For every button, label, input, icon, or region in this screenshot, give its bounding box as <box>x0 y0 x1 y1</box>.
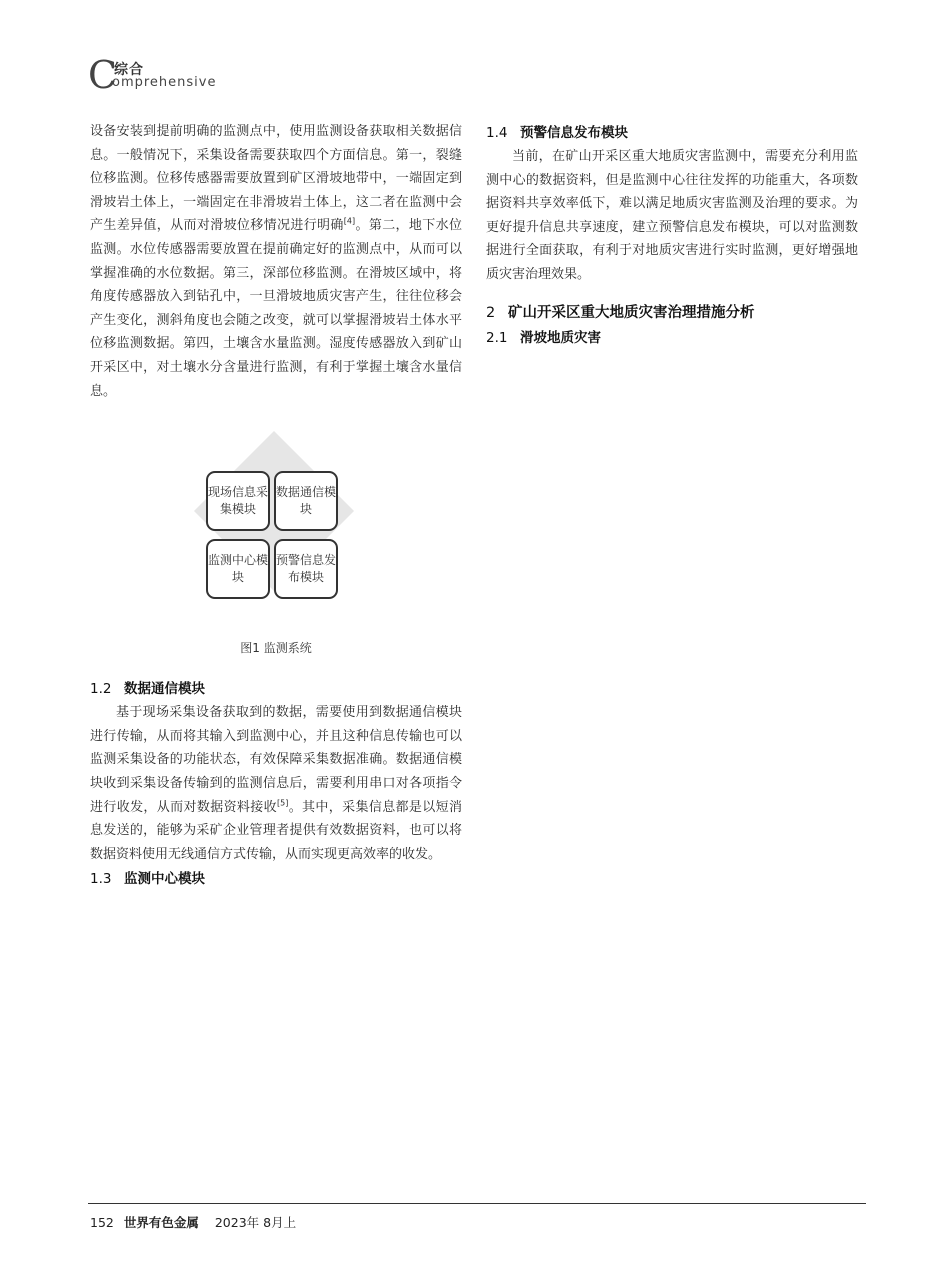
header-logo-letter: C <box>88 53 118 97</box>
section-heading-1-2: 1.2 数据通信模块 <box>90 681 205 698</box>
header-category-en: omprehensive <box>112 75 217 90</box>
section-heading-1-4: 1.4 预警信息发布模块 <box>486 125 628 141</box>
citation: [5] <box>277 798 289 808</box>
citation: [4] <box>343 217 356 227</box>
paragraph-warning-release: 当前，在矿山开采区重大地质灾害监测中，需要充分利用监测中心的数据资料，但是监测中心往往发挥的功能重大，各项数据资料共享效率低下，难以满足地质灾害监测及治理的要求。为更好提升信息共享速度，建立预警信息发布模块，可以对监测数据进行全面获取，有利于对地质灾害进行实时监测，更好增强地质灾害治理效果。 <box>486 149 858 282</box>
header-category-cn: 综合 <box>114 62 144 78</box>
issue-date: 2023年 8月上 <box>214 1215 297 1230</box>
paragraph-monitoring-devices: 设备安装到提前明确的监测点中，使用监测设备获取相关数据信息。一般情况下，采集设备需要获取四个方面信息。第一，裂缝位移监测。位移传感器需要放置到矿区滑坡地带中，一端固定到滑坡岩土体上，一端固定在非滑坡岩土体上，这二者在监测中会产生差异值，从而对滑坡位移情况进行明确[4]。第二，地下水位监测。水位传感器需要放置在提前确定好的监测点中，从而可以掌握准确的水位数据。第三，深部位移监测。在滑坡区域中，将角度传感器放入到钻孔中，一旦滑坡地质灾害产生，往往位移会产生变化，测斜角度也会随之改变，就可以掌握滑坡岩土体水平位移监测数据。第四，土壤含水量监测。湿度传感器放入到矿山开采区中，对土壤水分含量进行监测，有利于掌握土壤含水量信息。 <box>90 124 462 399</box>
paragraph-data-communication: 基于现场采集设备获取到的数据，需要使用到数据通信模块进行传输，从而将其输入到监测中心，并且这种信息传输也可以监测采集设备的功能状态，有效保障采集数据准确。数据通信模块收到采集设备传输到的监测信息后，需要利用串口对各项指令进行收发，从而对数据资料接收[5]。其中，采集信息都是以短消息发送的，能够为采矿企业管理者提供有效数据资料，也可以将数据资料使用无线通信方式传输，从而实现更高效率的收发。 <box>90 705 462 862</box>
left-column <box>90 120 462 891</box>
journal-name: 世界有色金属 <box>123 1215 199 1230</box>
page-footer <box>90 1213 296 1231</box>
section-header <box>88 53 288 97</box>
footer-rule <box>88 1203 866 1204</box>
module-box-monitoring-center: 监测中心模块 <box>206 539 270 599</box>
figure-monitoring-system <box>90 433 462 633</box>
figure-caption: 图1 监测系统 <box>240 641 312 656</box>
section-heading-1-3: 1.3 监测中心模块 <box>90 871 205 888</box>
module-box-warning-release: 预警信息发布模块 <box>274 539 338 599</box>
right-column <box>486 120 858 350</box>
section-heading-2-1: 2.1 滑坡地质灾害 <box>486 329 601 346</box>
module-box-data-communication: 数据通信模块 <box>274 471 338 531</box>
chapter-heading-2: 2 矿山开采区重大地质灾害治理措施分析 <box>486 304 755 321</box>
page-number: 152 <box>90 1215 114 1230</box>
module-box-field-collection: 现场信息采集模块 <box>206 471 270 531</box>
